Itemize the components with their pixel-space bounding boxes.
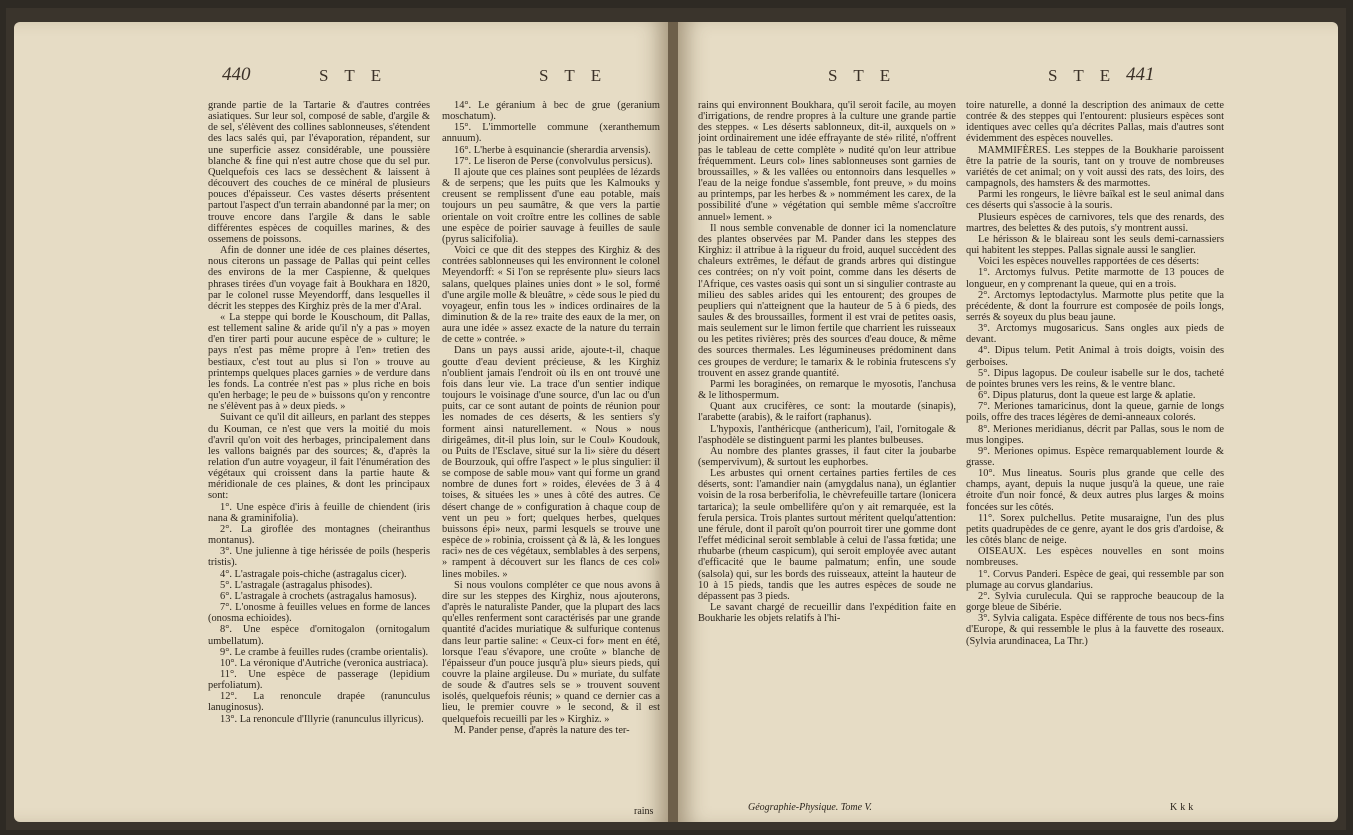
signature-mark: Kkk bbox=[1170, 802, 1197, 813]
paragraph: MAMMIFÈRES. Les steppes de la Boukharie paroissent être la patrie de la souris, tant on y trouve de nombreuses variétés de cet animal; on y voit aussi des rats, des loirs, des campagnols, des hamsters & des marmottes. bbox=[966, 144, 1224, 190]
running-head-right: S T E bbox=[1048, 66, 1117, 85]
left-running-head bbox=[14, 62, 668, 92]
right-column-1 bbox=[698, 100, 956, 800]
paragraph: Les arbustes qui ornent certaines parties fertiles de ces déserts, sont: l'amandier nain (amygdalus nana), un églantier voisin de la rosa berberifolia, le chèvrefeuille tartare (lonicera tartarica); la seule ombellifère qu'on y ait remarquée, est la ferula persica. Trois plantes surtout méritent quelqu'attention: une férule, dont il paroît qu'on pourroit tirer une gomme dont l'effet médicinal seroit semblable à celui de l'assa fœtida; une rhubarbe (rheum caspicum), qui seroit employée avec autant d'efficacité que le baume palmatum; enfin, une soude (salsola) qui, sur les bords des ruisseaux, atteint la hauteur de 10 à 15 pieds, tandis que les autres espèces de soude ne dépassent pas 3 pieds. bbox=[698, 468, 956, 602]
list-item: 13°. La renoncule d'Illyrie (ranunculus illyricus). bbox=[220, 713, 424, 725]
paragraph: « La steppe qui borde le Kouschoum, dit Pallas, est tellement saline & aride qu'il n'y a pas » moyen d'en tirer parti pour aucune espèce de » culture; le pays n'est pas même propre à l'en» tretien des bestiaux, c'est tout au plus si l'on » trouve au printemps quelques places garnies » de verdure dans les fonds. La contrée n'est pas » plus riche en bois qu'en herbage; le peu de » buissons qu'on y rencontre ne s'élèvent pas à » deux pieds. » bbox=[208, 311, 430, 413]
list-item: 12°. La renoncule drapée (ranunculus lanuginosus). bbox=[208, 691, 430, 714]
list-item: 1°. Corvus Panderi. Espèce de geai, qui ressemble par son plumage au corvus glandarius. bbox=[966, 568, 1224, 591]
page-number: 441 bbox=[1126, 64, 1155, 85]
paragraph: Voici ce que dit des steppes des Kirghiz & des contrées sablonneuses qui les environnent le colonel Meyendorff: « Si l'on se représente plu» sieurs lacs salans, quelques plaines unies dont » le sol, formé d'une argile molle & bleuâtre, » cède sous le pied du voyageur, enfin tous les » indices ordinaires de la diminution & de la re» traite des eaux de la mer, on aura une idée » assez exacte de la nature du terrain de cette » contrée. » bbox=[442, 245, 660, 346]
left-column-2 bbox=[442, 100, 660, 812]
paragraph: Plusieurs espèces de carnivores, tels que des renards, des martres, des belettes & des putois, s'y montrent aussi. bbox=[966, 211, 1224, 234]
paragraph: Le hérisson & le blaireau sont les seuls demi-carnassiers qui habitent les steppes. Pallas signale aussi le sanglier. bbox=[966, 233, 1224, 257]
book-spread bbox=[6, 8, 1346, 830]
footer-title: Géographie-Physique. Tome V. bbox=[748, 802, 872, 813]
paragraph: Parmi les boraginées, on remarque le myosotis, l'anchusa & le lithospermum. bbox=[698, 378, 956, 402]
list-item: 2°. La giroflée des montagnes (cheiranthus montanus). bbox=[208, 523, 430, 547]
list-item: 11°. Sorex pulchellus. Petite musaraigne, l'un des plus petits quadrupèdes de ce genre, ayant le dos gris d'ardoise, & les côtés blanc de neige. bbox=[966, 512, 1224, 547]
list-item: 4°. Dipus telum. Petit Animal à trois doigts, voisin des gerboises. bbox=[966, 345, 1224, 368]
right-running-head bbox=[678, 62, 1338, 92]
list-item: 17°. Le liseron de Perse (convolvulus persicus). bbox=[454, 155, 653, 167]
list-item: 5°. L'astragale (astragalus phisodes). bbox=[220, 579, 373, 591]
list-item: 2°. Arctomys leptodactylus. Marmotte plus petite que la précédente, & dont la fourrure est composée de poils longs, serrés & soyeux du plus beau jaune. bbox=[966, 289, 1224, 323]
list-item: 16°. L'herbe à esquinancie (sherardia arvensis). bbox=[454, 144, 651, 156]
list-item: 8°. Une espèce d'ornitogalon (ornitogalum umbellatum). bbox=[208, 624, 430, 647]
list-item: 3°. Une julienne à tige hérissée de poils (hesperis tristis). bbox=[208, 546, 430, 569]
paragraph: M. Pander pense, d'après la nature des ter- bbox=[454, 724, 630, 736]
catchword: rains bbox=[634, 806, 654, 817]
left-column-1 bbox=[208, 100, 430, 812]
list-item: 4°. L'astragale pois-chiche (astragalus cicer). bbox=[220, 568, 407, 580]
list-item: 3°. Sylvia caligata. Espèce différente de tous nos becs-fins d'Europe, & qui ressemble le plus à la fauvette des roseaux. (Sylvia arundinacea, La Thr.) bbox=[966, 613, 1224, 647]
left-page bbox=[14, 22, 668, 822]
list-item: 10°. Mus lineatus. Souris plus grande que celle des champs, ayant, depuis la nuque jusqu'à la queue, une raie étroite d'un noir foncé, & deux autres plus larges & moins foncées sur les côtés. bbox=[966, 468, 1224, 513]
list-item: 1°. Une espèce d'iris à feuille de chiendent (iris nana & graminifolia). bbox=[208, 501, 430, 524]
right-page bbox=[678, 22, 1338, 822]
list-item: 11°. Une espèce de passerage (lepidium perfoliatum). bbox=[208, 668, 430, 692]
paragraph: Le savant chargé de recueillir dans l'expédition faite en Boukharie les objets relatifs à l'hi- bbox=[698, 602, 956, 625]
gutter bbox=[668, 22, 678, 822]
list-item: 8°. Meriones meridianus, décrit par Pallas, sous le nom de mus longipes. bbox=[966, 423, 1224, 446]
list-item: 2°. Sylvia curulecula. Qui se rapproche beaucoup de la gorge bleue de Sibérie. bbox=[966, 590, 1224, 614]
paragraph: Suivant ce qu'il dit ailleurs, en parlant des steppes du Kouman, ce n'est que vers la moitié du mois d'avril qu'on voit des herbages, principalement dans les vallons baignés par des sources; &, d'après la relation d'un autre voyageur, il fait l'énumération des végétaux qui croissent dans la partie haute & méridionale de ces plaines, & dont les principaux sont: bbox=[208, 412, 430, 502]
paragraph: Voici les espèces nouvelles rapportées de ces déserts: bbox=[978, 256, 1200, 268]
list-item: 9°. Meriones opimus. Espèce remarquablement lourde & grasse. bbox=[966, 445, 1224, 468]
paragraph: Il ajoute que ces plaines sont peuplées de lézards & de serpens; que les puits que les Kalmouks y creusent se remplissent d'une eau potable, mais toujours un peu saumâtre, & que vers la partie orientale on voit croître entre les collines de sable une espèce de poirier sauvage à feuilles de saule (pyrus salicifolia). bbox=[442, 166, 660, 245]
paragraph: toire naturelle, a donné la description des animaux de cette contrée & des steppes qui l'entourent: plusieurs espèces sont identiques avec celles qu'a décrites Pallas, mais d'autres sont évidemment des espèces nouvelles. bbox=[966, 100, 1224, 145]
paragraph: Parmi les rongeurs, le lièvre baïkal est le seul animal dans ces déserts qui s'associe à la souris. bbox=[966, 189, 1224, 212]
paragraph: Il nous semble convenable de donner ici la nomenclature des plantes observées par M. Pander dans les steppes des Kirghiz: il attribue à la rigueur du froid, auquel succèdent des chaleurs extrêmes, le défaut de grands arbres qui distingue ces contrées; on n'y voit point, comme dans les déserts de l'Afrique, ces vastes oasis qui sont un si singulier contraste au milieu des sables arides qui les entourent; des groupes de peupliers qui n'atteignent que la hauteur de 5 à 6 pieds, des saules & des broussailles, forment il est vrai de petites oasis, mais seulement sur le limon fertile que charrient les ruisseaux ou les petites rivières; près des sources d'eau douce, & même des sources thermales. Les légumineuses prédominent dans ces groupes de verdure; le tamarix & le robinia frutescens s'y trouvent en assez grande quantité. bbox=[698, 222, 956, 379]
paragraph: Au nombre des plantes grasses, il faut citer la joubarbe (sempervivum), & surtout les euphorbes. bbox=[698, 445, 956, 468]
list-item: 6°. Dipus platurus, dont la queue est large & aplatie. bbox=[978, 390, 1196, 402]
page-number: 440 bbox=[222, 64, 251, 85]
list-item: 7°. L'onosme à feuilles velues en forme de lances (onosma echioides). bbox=[208, 602, 430, 625]
list-item: 9°. Le crambe à feuilles rudes (crambe orientalis). bbox=[220, 646, 429, 658]
paragraph: Dans un pays aussi aride, ajoute-t-il, chaque goutte d'eau devient précieuse, & les Kirghiz n'oublient jamais l'endroit où ils en ont trouvé une fois dans leur vie. La trace d'un sentier indique toujours le voisinage d'une source, d'un lac ou d'un puits, car ce sont autant de points de réunion pour les nomades de ces déserts, & les sentiers s'y forment ainsi naturellement. « Nous » nous dirigeâmes, dit-il plus loin, sur le Coul» Koudouk, ou Puits de l'Esclave, situé sur la li» sière du désert de Bourzouk, qui offre l'aspect » le plus singulier: il se compose de sable mou» vant qui forme un grand nombre de dunes fort » roides, élevées de 3 à 4 toises, & situées les » unes à côté des autres. Ce désert change de » configuration à chaque coup de vent un peu » fort; quelques herbes, quelques buissons épi» neux, parmi lesquels se trouve une espèce de » robinia, croissent çà & là, & les longues raci» nes de ces végétaux, semblables à des serpens, » rampent à découvert sur les flancs de ces col» lines mobiles. » bbox=[442, 345, 660, 580]
list-item: 10°. La véronique d'Autriche (veronica austriaca). bbox=[220, 657, 429, 669]
paragraph: grande partie de la Tartarie & d'autres contrées asiatiques. Sur leur sol, composé de sable, d'argile & de sel, s'élèvent des collines sablonneuses, s'étendent des lacs salés qui, par l'évaporation, répandent, sur une superficie assez considérable, une poussière blanche & fine qui n'est autre chose que du sel pur. Quelquefois ces lacs se dessèchent & laissent à découvert des couches de ce minéral de plusieurs pouces d'épaisseur. Ces vastes déserts présentent partout l'aspect d'un terrain abandonné par la mer; on trouve encore dans l'argile & dans le sable différentes espèces de coquilles marines, & des ossemens de poissons. bbox=[208, 100, 430, 245]
running-head-left: S T E bbox=[319, 66, 388, 85]
list-item: 15°. L'immortelle commune (xeranthemum annuum). bbox=[442, 122, 660, 145]
running-head-right: S T E bbox=[539, 66, 608, 85]
right-column-2 bbox=[966, 100, 1224, 800]
list-item: 1°. Arctomys fulvus. Petite marmotte de 13 pouces de longueur, en y comprenant la queue, qui en a trois. bbox=[966, 267, 1224, 290]
paragraph: Afin de donner une idée de ces plaines désertes, nous citerons un passage de Pallas qui peint celles des environs de la mer Caspienne, & quelques phrases tirées d'un voyage fait à Boukhara en 1820, par le colonel russe Meyendorff, dans lesquelles il décrit les steppes des Kirghiz près de la mer d'Aral. bbox=[208, 245, 430, 312]
paragraph: Quant aux crucifères, ce sont: la moutarde (sinapis), l'arabette (arabis), & le raifort (raphanus). bbox=[698, 401, 956, 424]
paragraph: OISEAUX. Les espèces nouvelles en sont moins nombreuses. bbox=[966, 546, 1224, 569]
paragraph: L'hypoxis, l'anthéricque (anthericum), l'ail, l'ornitogale & l'asphodèle se distinguent parmi les plantes bulbeuses. bbox=[698, 423, 956, 446]
paragraph: Si nous voulons compléter ce que nous avons à dire sur les steppes des Kirghiz, nous ajouterons, d'après le naturaliste Pander, que la plupart des lacs qu'elles renferment sont caractérisés par une grande quantité d'acides muriatique & sulfurique contenus dans leur partie saline: « Ceux-ci for» ment en été, lorsque l'eau s'évapore, une croûte » blanche de l'épaisseur d'un pouce jusqu'à plu» sieurs pieds, qui couvre la plaine argileuse. Du » muriate, du sulfate de soude & d'autres sels se » trouvent souvent isolés, quelquefois réunis; » quand ce dernier cas a lieu, le premier couvre » le second, & il est quelquefois recueilli par les » Kirghiz. » bbox=[442, 579, 660, 725]
list-item: 7°. Meriones tamaricinus, dont la queue, garnie de longs poils, offre des traces légères de demi-anneaux colorés. bbox=[966, 401, 1224, 424]
list-item: 5°. Dipus lagopus. De couleur isabelle sur le dos, tacheté de pointes brunes vers les reins, & le ventre blanc. bbox=[966, 367, 1224, 390]
list-item: 14°. Le géranium à bec de grue (geranium moschatum). bbox=[442, 100, 660, 123]
list-item: 3°. Arctomys mugosaricus. Sans ongles aux pieds de devant. bbox=[966, 323, 1224, 346]
running-head-left: S T E bbox=[828, 66, 897, 85]
paragraph: rains qui environnent Boukhara, qu'il seroit facile, au moyen d'irrigations, de rendre propres à la culture une grande partie des steppes. « Les déserts sablonneux, dit-il, auxquels on » joint ordinairement une idée effrayante de sté» rilité, n'offrent pas le tableau de cette complète » nudité qu'on leur attribue fréquemment. Leurs col» lines sablonneuses sont garnies de broussailles, » & les vallées ou entonnoirs dans lesquelles » l'eau de la neige fondue s'assemble, font preuve, » du moins au printemps, par les herbes & » nommément les carex, de la possibilité d'une » végétation qui semble même s'accroître annuel» lement. » bbox=[698, 100, 956, 223]
list-item: 6°. L'astragale à crochets (astragalus hamosus). bbox=[220, 590, 417, 602]
